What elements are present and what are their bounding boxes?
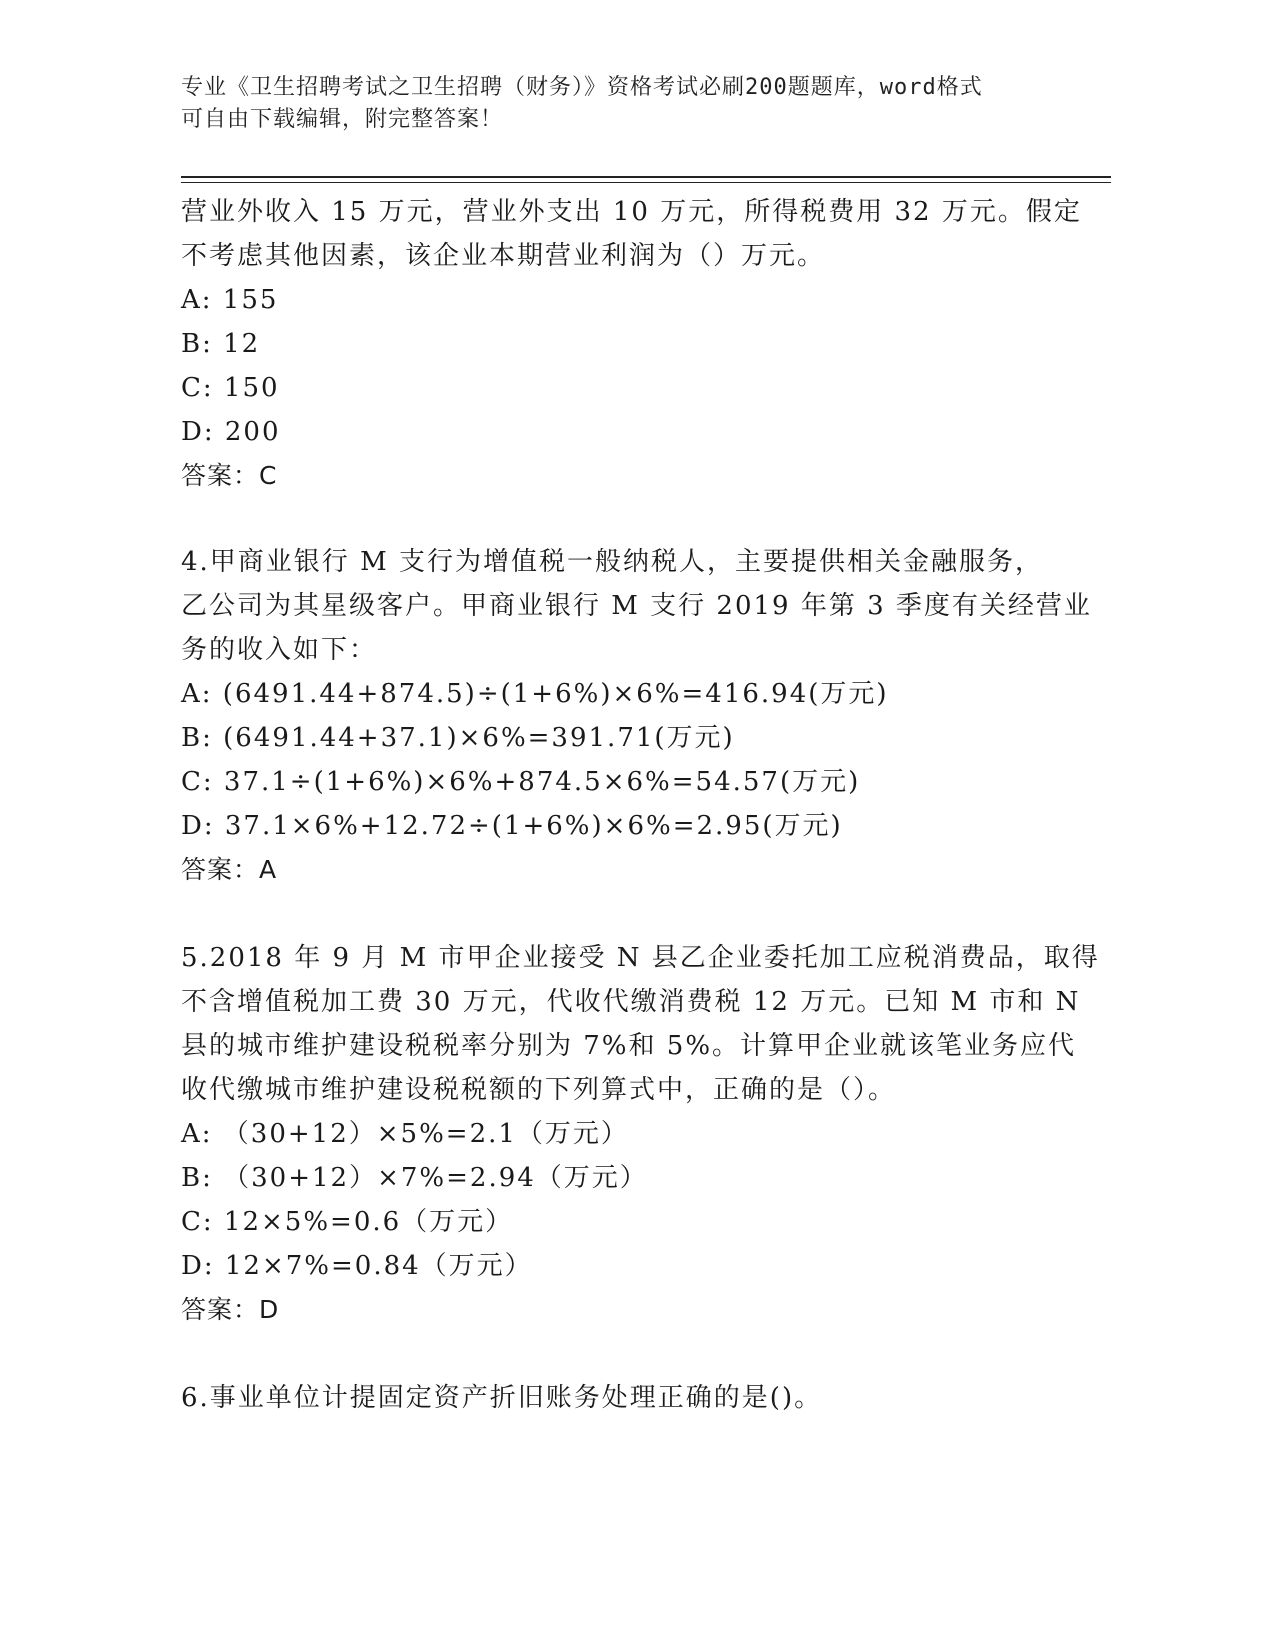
question-5 bbox=[181, 936, 1100, 1332]
option-a: A: （30+12）×5%=2.1（万元） bbox=[181, 1119, 629, 1149]
question-stem-line: 收代缴城市维护建设税税额的下列算式中，正确的是（）。 bbox=[181, 1075, 897, 1105]
header-title-line1: 专业《卫生招聘考试之卫生招聘（财务）》资格考试必刷200题题库，word格式 bbox=[181, 75, 983, 100]
question-stem-line: 乙公司为其星级客户。甲商业银行 M 支行 2019 年第 3 季度有关经营业 bbox=[181, 591, 1092, 621]
question-stem-line: 5.2018 年 9 月 M 市甲企业接受 N 县乙企业委托加工应税消费品，取得 bbox=[181, 943, 1100, 973]
option-d: D: 37.1×6%+12.72÷(1+6%)×6%=2.95(万元) bbox=[181, 811, 843, 841]
option-b: B: (6491.44+37.1)×6%=391.71(万元) bbox=[181, 723, 735, 753]
question-stem-line: 不考虑其他因素，该企业本期营业利润为（）万元。 bbox=[181, 241, 826, 271]
question-stem-line: 县的城市维护建设税税率分别为 7%和 5%。计算甲企业就该笔业务应代 bbox=[181, 1031, 1077, 1061]
option-a: A: 155 bbox=[181, 285, 279, 315]
question-stem-line: 6.事业单位计提固定资产折旧账务处理正确的是()。 bbox=[181, 1383, 823, 1413]
question-3 bbox=[181, 190, 1081, 498]
answer-label: 答案：C bbox=[181, 461, 278, 490]
question-6 bbox=[181, 1376, 1081, 1420]
header-divider-thick bbox=[181, 176, 1111, 178]
answer-label: 答案：D bbox=[181, 1295, 280, 1324]
option-a: A: (6491.44+874.5)÷(1+6%)×6%=416.94(万元) bbox=[181, 679, 889, 709]
header-title-line2: 可自由下载编辑，附完整答案！ bbox=[181, 107, 504, 132]
document-header bbox=[181, 72, 1061, 136]
option-b: B: （30+12）×7%=2.94（万元） bbox=[181, 1163, 648, 1193]
option-c: C: 150 bbox=[181, 373, 280, 403]
document-body bbox=[181, 190, 1100, 1420]
question-stem-line: 不含增值税加工费 30 万元，代收代缴消费税 12 万元。已知 M 市和 N bbox=[181, 987, 1081, 1017]
question-stem-line: 务的收入如下： bbox=[181, 635, 378, 665]
question-stem-line: 4.甲商业银行 M 支行为增值税一般纳税人，主要提供相关金融服务， bbox=[181, 547, 1043, 577]
question-stem-line: 营业外收入 15 万元，营业外支出 10 万元，所得税费用 32 万元。假定 bbox=[181, 197, 1082, 227]
option-d: D: 12×7%=0.84（万元） bbox=[181, 1251, 533, 1281]
option-c: C: 37.1÷(1+6%)×6%+874.5×6%=54.57(万元) bbox=[181, 767, 861, 797]
option-c: C: 12×5%=0.6（万元） bbox=[181, 1207, 514, 1237]
answer-label: 答案：A bbox=[181, 855, 278, 884]
option-b: B: 12 bbox=[181, 329, 261, 359]
option-d: D: 200 bbox=[181, 417, 281, 447]
header-divider-thin bbox=[181, 182, 1111, 183]
question-4 bbox=[181, 540, 1092, 892]
